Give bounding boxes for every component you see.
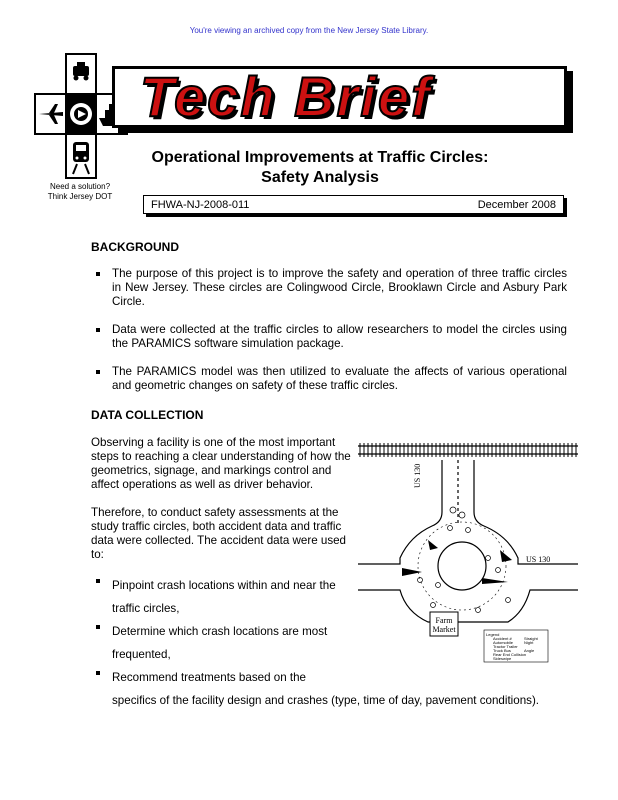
svg-text:Automobile: Automobile [493,640,514,645]
svg-text:Angle: Angle [524,648,535,653]
data-collection-paragraph-2: Therefore, to conduct safety assessments at the study traffic circles, both accident data and traffic data were collected. The accident data were used to: [91,506,347,561]
report-date: December 2008 [477,199,556,211]
list-item: The purpose of this project is to improve the safety and operation of three traffic circles in New Jersey. These circles are Colingwood Circle, Brooklawn Circle and Asbury Park Circle. [91,267,567,309]
list-item: Recommend treatments based on the specifics of the facility design and crashes (type, time of day, pavement conditions). [91,666,561,712]
svg-text:Legend: Legend [486,632,500,637]
road-label-us130-horizontal: US 130 [526,555,551,564]
road-label-us130-vertical: US 130 [413,463,422,488]
document-title [120,148,520,188]
report-id: FHWA-NJ-2008-011 [151,199,250,211]
njdot-center-emblem [70,103,92,125]
railroad-track [358,443,578,457]
title-line2: Safety Analysis [261,169,379,186]
data-collection-heading: DATA COLLECTION [91,408,204,422]
banner-title: Tech Brief [140,65,432,128]
background-heading: BACKGROUND [91,240,179,254]
central-island [438,542,486,590]
svg-text:Straight: Straight [524,636,538,641]
farm-market-line2: Market [432,625,456,634]
diagram-legend [484,630,548,662]
svg-text:Sideswipe: Sideswipe [493,656,512,661]
svg-text:Rear End Collision: Rear End Collision [493,652,527,657]
list-item: Pinpoint crash locations within and near the traffic circles, [91,574,561,620]
title-line1: Operational Improvements at Traffic Circles: [151,149,489,166]
svg-text:Accident #: Accident # [493,636,512,641]
data-collection-paragraph-1: Observing a facility is one of the most important steps to reaching a clear understanding of how the geometrics, signage, and markings control and affect operations as well as driver behavior. [91,436,351,491]
farm-market-line1: Farm [435,616,453,625]
list-item: Determine which crash locations are most frequented, [91,620,561,666]
list-item: The PARAMICS model was then utilized to evaluate the affects of various operational and geometric changes on safety of these traffic circles. [91,365,567,393]
report-info-box [143,195,564,214]
svg-text:Tractor Trailer: Tractor Trailer [493,644,518,649]
list-item: Data were collected at the traffic circles to allow researchers to model the circles using the PARAMICS software simulation package. [91,323,567,351]
logo-tagline [36,182,124,202]
background-bullets [91,267,567,407]
traffic-circle-diagram [358,440,578,665]
tagline-line1: Need a solution? [49,182,111,191]
road-edges [358,460,578,622]
svg-text:Truck Bus: Truck Bus [493,648,511,653]
archive-notice: You're viewing an archived copy from the New Jersey State Library. [189,26,429,35]
svg-text:Night: Night [524,640,534,645]
tagline-line2: Think Jersey DOT [47,192,113,201]
